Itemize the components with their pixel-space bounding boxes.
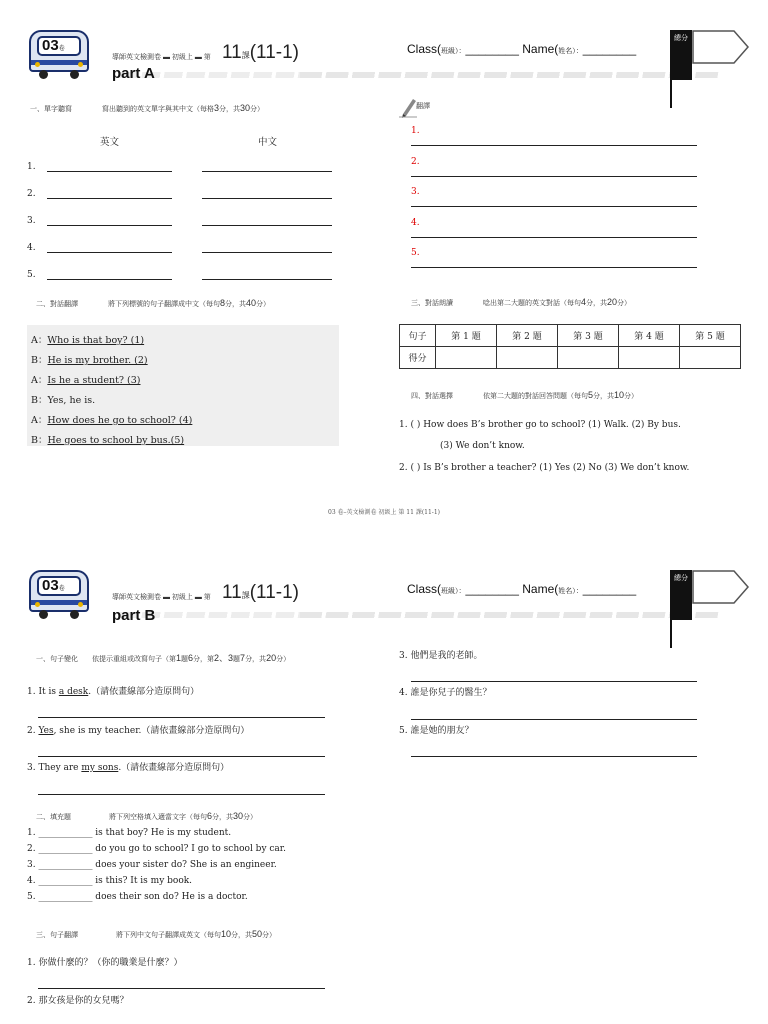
question-text: 3. They are my sons.（請依畫線部分造原問句） [27,763,230,773]
answer-line[interactable] [38,794,325,795]
section-title: 三、句子翻譯 將下列中文句子翻譯成英文（每句10分，共50分） [36,929,277,939]
question-text: 1. ( ) How does B’s brother go to school? (1) Walk. (2) By bus. [399,420,681,430]
section-title: 一、句子變化 依提示重組或改寫句子（第1題6分，第2、3題7分，共20分） [36,653,291,663]
answer-line[interactable] [47,225,172,226]
question-text: 5. 誰是她的朋友？ [399,726,474,736]
answer-line[interactable] [202,225,332,226]
train-icon [29,30,89,72]
table-header-cell: 句子 [400,325,436,347]
answer-line[interactable] [411,145,697,146]
class-name-field: Class(班級）：________ Name(姓名）：________ [407,42,637,56]
part-title: part A [112,65,155,82]
item-number: 1. [27,162,36,172]
table-row [400,347,741,369]
answer-line[interactable] [202,171,332,172]
item-number: 4. [411,218,420,228]
item-number: 3. [27,216,36,226]
question-text: 2. ( ) Is B’s brother a teacher? (1) Yes (2) No (3) We don’t know. [399,463,690,473]
score-cell[interactable] [558,347,619,369]
header-subtitle: 導師英文檢測卷 ▬ 初級上 ▬ 第 [112,54,211,61]
score-cell[interactable] [497,347,558,369]
section-title: 三、對話朗讀 唸出第二大題的英文對話（每句4分，共20分） [411,297,632,307]
badge-number: 03 [42,37,59,54]
table-header-cell: 第 1 題 [436,325,497,347]
section-title: 一、單字聽寫 寫出聽到的英文單字與其中文（每格3分，共30分） [30,103,265,113]
dialog-line: B：He goes to school by bus.(5) [31,435,185,446]
score-cell[interactable] [680,347,741,369]
section-title: 二、對話翻譯 將下列標號的句子翻譯成中文（每句8分，共40分） [36,298,271,308]
dialog-line: B：Yes, he is. [31,395,96,406]
answer-line[interactable] [202,198,332,199]
dialog-line: A：How does he go to school? (4) [31,415,193,426]
answer-line[interactable] [47,279,172,280]
dialog-line: B：He is my brother. (2) [31,355,148,366]
lesson-number: 11課(11-1) [222,42,300,63]
question-text: (3) We don’t know. [440,441,525,451]
answer-line[interactable] [411,267,697,268]
table-row-label: 得分 [400,347,436,369]
fill-in-item[interactable]: 1. ____________ is that boy? He is my student. [27,828,232,838]
answer-line[interactable] [411,237,697,238]
question-text: 1. It is a desk.（請依畫線部分造原問句） [27,687,200,697]
item-number: 5. [27,270,36,280]
score-cell[interactable] [436,347,497,369]
answer-line[interactable] [411,756,697,757]
table-header-cell: 第 3 題 [558,325,619,347]
answer-line[interactable] [47,252,172,253]
item-number: 5. [411,248,420,258]
header-stripe [300,612,720,618]
train-icon [29,570,89,612]
question-text: 3. 他們是我的老師。 [399,651,483,661]
answer-line[interactable] [411,681,697,682]
dialog-box [27,325,339,446]
item-number: 2. [411,157,420,167]
answer-line[interactable] [47,198,172,199]
score-arrow-icon [692,570,750,604]
class-name-field: Class(班級）：________ Name(姓名）：________ [407,582,637,596]
question-text: 2. 那女孩是你的女兒嗎？ [27,996,129,1006]
table-header-cell: 第 4 題 [619,325,680,347]
header-part-a [0,0,768,90]
fill-in-item[interactable]: 5. ____________ does their son do? He is a doctor. [27,892,248,902]
table-row [400,325,741,347]
pencil-icon [399,96,417,118]
badge-number: 03 [42,577,59,594]
answer-line[interactable] [202,279,332,280]
dialog-line: A：Is he a student? (3) [31,375,141,386]
answer-line[interactable] [38,756,325,757]
fill-in-item[interactable]: 4. ____________ is this? It is my book. [27,876,193,886]
item-number: 2. [27,189,36,199]
answer-line[interactable] [47,171,172,172]
header-stripe [300,72,720,78]
question-text: 4. 誰是你兒子的醫生？ [399,688,492,698]
answer-line[interactable] [202,252,332,253]
item-number: 3. [411,187,420,197]
answer-line[interactable] [38,988,325,989]
table-header-cell: 第 2 題 [497,325,558,347]
column-header-english: 英文 [100,137,120,148]
score-arrow-icon [692,30,750,64]
fill-in-item[interactable]: 2. ____________ do you go to school? I go to school by car. [27,844,286,854]
part-title: part B [112,607,156,624]
item-number: 1. [411,126,420,136]
answer-line[interactable] [411,176,697,177]
translate-title: 翻譯 [416,103,430,110]
lesson-number: 11課(11-1) [222,582,300,603]
table-header-cell: 第 5 題 [680,325,741,347]
answer-line[interactable] [411,719,697,720]
answer-line[interactable] [411,206,697,207]
score-table [399,324,741,369]
item-number: 4. [27,243,36,253]
page-footer: 03 卷–英文檢測卷 初級上 第 11 課(11-1) [328,509,440,516]
question-text: 2. Yes, she is my teacher.（請依畫線部分造原問句） [27,726,250,736]
section-title: 四、對話選擇 依第二大題的對話回答問題（每句5分，共10分） [411,390,639,400]
header-part-b [0,540,768,630]
badge-suffix: 卷 [58,586,65,592]
question-text: 1. 你做什麼的？（你的職業是什麼？） [27,958,183,968]
section-title: 二、填充題 將下列空格填入適當文字（每句6分，共30分） [36,811,258,821]
score-cell[interactable] [619,347,680,369]
score-label: 總分 [670,570,692,620]
column-header-chinese: 中文 [258,137,278,148]
header-subtitle: 導師英文檢測卷 ▬ 初級上 ▬ 第 [112,594,211,601]
score-label: 總分 [670,30,692,80]
answer-line[interactable] [38,717,325,718]
dialog-line: A：Who is that boy? (1) [31,335,145,346]
fill-in-item[interactable]: 3. ____________ does your sister do? She is an engineer. [27,860,277,870]
badge-suffix: 卷 [58,46,65,52]
